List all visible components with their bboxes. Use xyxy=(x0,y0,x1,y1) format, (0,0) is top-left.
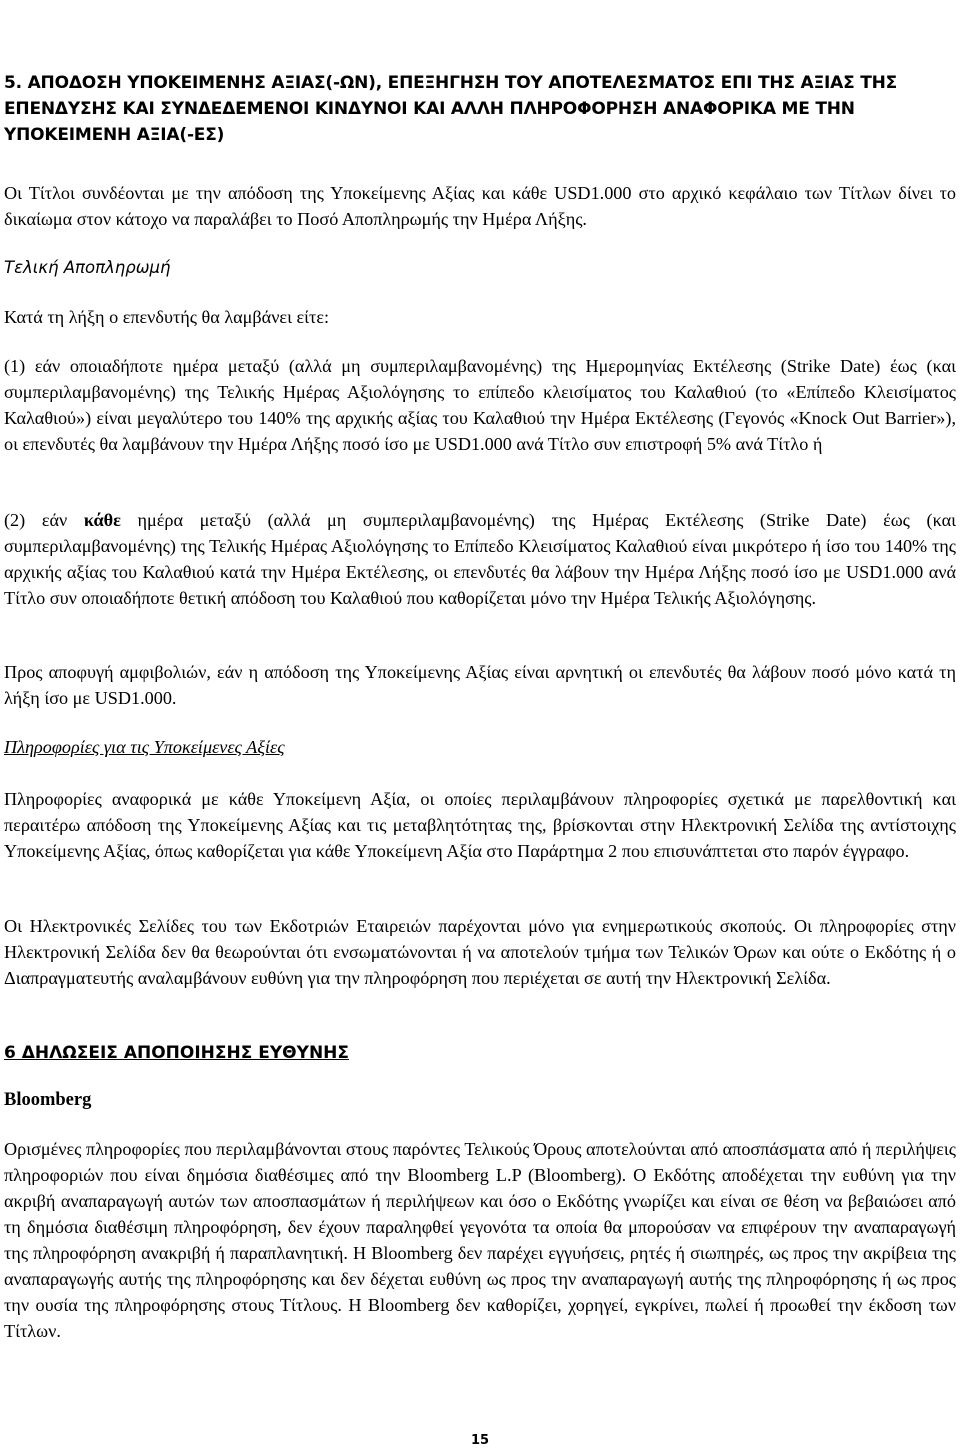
case-1-paragraph: (1) εάν οποιαδήποτε ημέρα μεταξύ (αλλά μη συμπεριλαμβανομένης) της Ημερομηνίας Εκτέλεσης (Strike Date) έως (και συμπεριλαμβανομένης) της Τελικής Ημέρας Αξιολόγησης το επίπεδο κλεισίματος του Καλαθιού (το «Επίπεδο Κλεισίματος Καλαθιού») είναι μεγαλύτερο του 140% της αρχικής αξίας του Καλαθιού την Ημέρα Εκτέλεσης (Γεγονός «Knock Out Barrier»), οι επενδυτές θα λαμβάνουν την Ημέρα Λήξης ποσό ίσο με USD1.000 ανά Τίτλο συν επιστροφή 5% ανά Τίτλο ή xyxy=(4,356,956,454)
intro-paragraph: Οι Τίτλοι συνδέονται με την απόδοση της Υποκείμενης Αξίας και κάθε USD1.000 στο αρχικό κεφάλαιο των Τίτλων δίνει το δικαίωμα στον κάτοχο να παραλάβει το Ποσό Αποπληρωμής την Ημέρα Λήξης. xyxy=(4,183,956,229)
final-repayment-heading: Τελική Αποπληρωμή xyxy=(4,258,171,277)
underlying-info-paragraph-1: Πληροφορίες αναφορικά με κάθε Υποκείμενη Αξία, οι οποίες περιλαμβάνουν πληροφορίες σχετικά με παρελθοντική και περαιτέρω απόδοση της Υποκείμενης Αξίας και τις μεταβλητότητας της, βρίσκονται στην Ηλεκτρονική Σελίδα της αντίστοιχης Υποκείμενης Αξίας, όπως καθορίζεται για κάθε Υποκείμενη Αξία στο Παράρτημα 2 που επισυνάπτεται στο παρόν έγγραφο. xyxy=(4,789,956,861)
maturity-paragraph: Κατά τη λήξη ο επενδυτής θα λαμβάνει είτε: xyxy=(4,307,330,327)
case-2-every-bold: κάθε xyxy=(83,510,121,530)
case-2-paragraph xyxy=(4,507,956,611)
underlying-info-heading: Πληροφορίες για τις Υποκείμενες Αξίες xyxy=(4,737,285,757)
section-5-heading: 5. ΑΠΟΔΟΣΗ ΥΠΟΚΕΙΜΕΝΗΣ ΑΞΙΑΣ(-ΩΝ), ΕΠΕΞΗΓΗΣΗ ΤΟΥ ΑΠΟΤΕΛΕΣΜΑΤΟΣ ΕΠΙ ΤΗΣ ΑΞΙΑΣ ΤΗΣ ΕΠΕΝΔΥΣΗΣ ΚΑΙ ΣΥΝΔΕΔΕΜΕΝΟΙ ΚΙΝΔΥΝΟΙ ΚΑΙ ΑΛΛΗ ΠΛΗΡΟΦΟΡΗΣΗ ΑΝΑΦΟΡΙΚΑ ΜΕ ΤΗΝ ΥΠΟΚΕΙΜΕΝΗ ΑΞΙΑ(-ΕΣ) xyxy=(4,73,898,145)
case-2-prefix: (2) εάν xyxy=(4,510,84,530)
negative-performance-paragraph: Προς αποφυγή αμφιβολιών, εάν η απόδοση της Υποκείμενης Αξίας είναι αρνητική οι επενδυτές θα λάβουν ποσό μόνο κατά τη λήξη ίσο με USD1.000. xyxy=(4,662,956,708)
page-number: 15 xyxy=(470,1433,490,1448)
bloomberg-paragraph: Ορισμένες πληροφορίες που περιλαμβάνονται στους παρόντες Τελικούς Όρους αποτελούνται από αποσπάσματα από ή περιλήψεις πληροφοριών που είναι δημόσια διαθέσιμες από την Bloomberg L.P (Bloomberg). Ο Εκδότης αποδέχεται την ευθύνη για την ακριβή αναπαραγωγή αυτών των αποσπασμάτων ή περιλήψεων και όσο ο Εκδότης γνωρίζει και είναι σε θέση να βεβαιώσει από τη δημόσια διαθέσιμη πληροφόρηση, δεν έχουν παραληφθεί γεγονότα τα οποία θα μπορούσαν να επιφέρουν την αναπαραγωγή της πληροφόρηση ανακριβή ή παραπλανητική. Η Bloomberg δεν παρέχει εγγυήσεις, ρητές ή σιωπηρές, ως προς την ακρίβεια της αναπαραγωγής αυτής της πληροφόρησης και δεν δέχεται ευθύνη ως προς την αναπαραγωγή αυτής της πληροφόρησης ή ως προς την ουσία της πληροφόρησης στους Τίτλους. Η Bloomberg δεν καθορίζει, χορηγεί, εγκρίνει, πωλεί ή προωθεί την έκδοση των Τίτλων. xyxy=(4,1139,956,1341)
case-2-rest: ημέρα μεταξύ (αλλά μη συμπεριλαμβανομένης) της Ημέρας Εκτέλεσης (Strike Date) έως (και συμπεριλαμβανομένης) της Τελικής Ημέρας Αξιολόγησης το Επίπεδο Κλεισίματος Καλαθιού είναι μικρότερο ή ίσο του 140% της αρχικής αξίας του Καλαθιού κατά την Ημέρα Εκτέλεσης, οι επενδυτές θα λάβουν την Ημέρα Λήξης ποσό ίσο με USD1.000 ανά Τίτλο συν οποιαδήποτε θετική απόδοση του Καλαθιού που καθορίζεται μόνο την Ημέρα Τελικής Αξιολόγησης. xyxy=(4,510,956,608)
underlying-info-paragraph-2: Οι Ηλεκτρονικές Σελίδες του των Εκδοτριών Εταιρειών παρέχονται μόνο για ενημερωτικούς σκοπούς. Οι πληροφορίες στην Ηλεκτρονική Σελίδα δεν θα θεωρούνται ότι ενσωματώνονται ή να αποτελούν τμήμα των Τελικών Όρων και ούτε ο Εκδότης ή ο Διαπραγματευτής αναλαμβάνουν ευθύνη για την πληροφόρηση που περιέχεται σε αυτή την Ηλεκτρονική Σελίδα. xyxy=(4,916,956,988)
bloomberg-heading: Bloomberg xyxy=(4,1090,92,1110)
section-6-heading: 6 ΔΗΛΩΣΕΙΣ ΑΠΟΠΟΙΗΣΗΣ ΕΥΘΥΝΗΣ xyxy=(4,1043,350,1063)
